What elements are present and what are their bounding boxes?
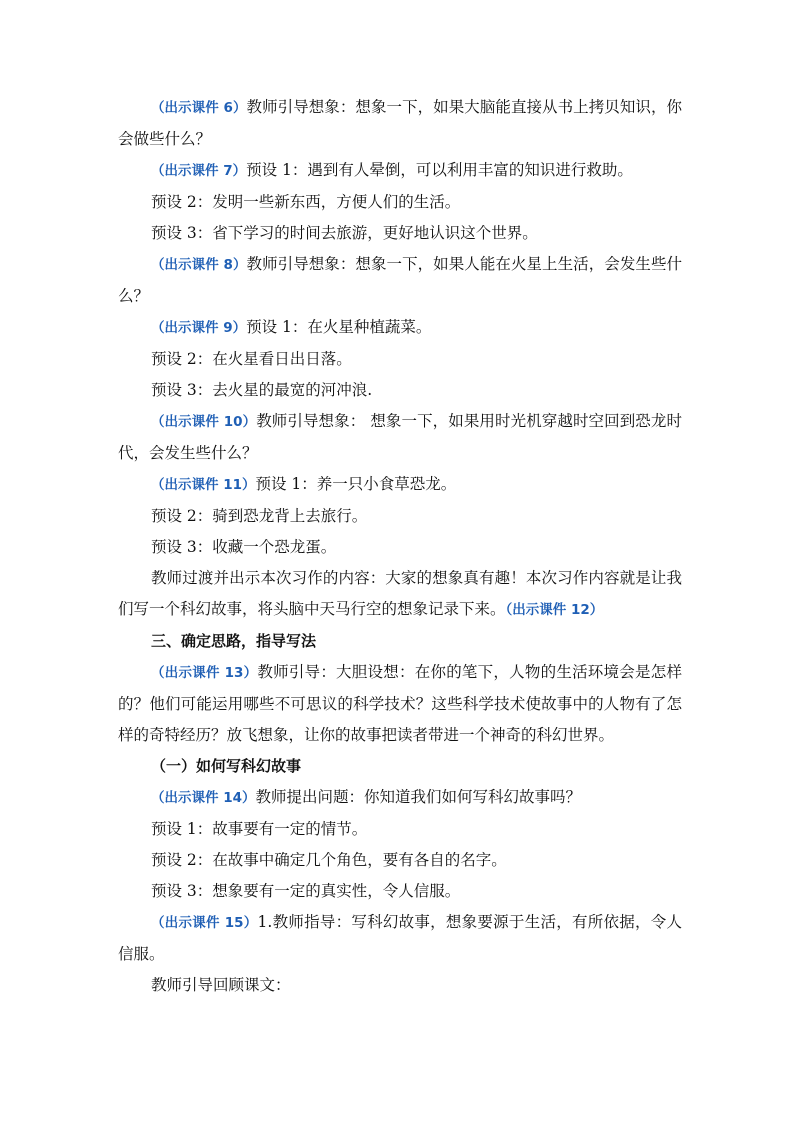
sub-heading: （一）如何写科幻故事 <box>151 757 302 775</box>
paragraph-text: 教师提出问题：你知道我们如何写科幻故事吗？ <box>255 788 582 806</box>
paragraph <box>118 92 682 155</box>
paragraph-text: 预设 1：在火星种植蔬菜。 <box>246 318 432 336</box>
courseware-cue: （出示课件 10） <box>151 414 257 430</box>
document-body <box>118 92 682 1001</box>
paragraph-text: 教师引导回顾课文： <box>151 976 291 994</box>
paragraph <box>118 782 682 814</box>
paragraph-text: 预设 3：去火星的最宽的河冲浪. <box>151 381 373 399</box>
courseware-cue: （出示课件 12） <box>505 602 604 618</box>
courseware-cue: （出示课件 15） <box>151 915 258 931</box>
paragraph-text: 预设 3：收藏一个恐龙蛋。 <box>151 538 337 556</box>
courseware-cue: （出示课件 14） <box>151 790 256 806</box>
paragraph-text: 教师引导：大胆设想：在你的笔下，人物的生活环境会是怎样的？他们可能运用哪些不可思议的科学技术？这些科学技术使故事中的人物有了怎样的奇特经历？放飞想象，让你的故事把读者带进一个神奇的科幻世界。 <box>118 663 682 744</box>
courseware-cue: （出示课件 11） <box>151 477 256 493</box>
paragraph <box>118 907 682 970</box>
paragraph <box>118 501 682 532</box>
paragraph <box>118 970 682 1001</box>
courseware-cue: （出示课件 9） <box>151 320 247 336</box>
paragraph-text: 预设 2：在火星看日出日落。 <box>151 350 352 368</box>
paragraph-text: 预设 1：故事要有一定的情节。 <box>151 820 368 838</box>
paragraph-text: 预设 2：在故事中确定几个角色，要有各自的名字。 <box>151 851 507 869</box>
transition-paragraph <box>118 563 682 626</box>
paragraph <box>118 187 682 218</box>
paragraph <box>118 375 682 406</box>
paragraph <box>118 218 682 249</box>
paragraph-text: 教师引导想象： 想象一下，如果用时光机穿越时空回到恐龙时代，会发生些什么？ <box>118 412 682 462</box>
paragraph <box>118 344 682 375</box>
paragraph-text: 教师引导想象：想象一下，如果大脑能直接从书上拷贝知识，你会做些什么？ <box>118 98 682 148</box>
courseware-cue: （出示课件 6） <box>151 100 247 116</box>
paragraph <box>118 845 682 876</box>
paragraph-text: 预设 1：养一只小食草恐龙。 <box>255 475 457 493</box>
paragraph-text: 教师引导想象：想象一下，如果人能在火星上生活，会发生些什么？ <box>118 255 682 305</box>
courseware-cue: （出示课件 13） <box>151 665 258 681</box>
paragraph <box>118 814 682 845</box>
courseware-cue: （出示课件 8） <box>151 257 247 273</box>
paragraph-text: 预设 1：遇到有人晕倒，可以利用丰富的知识进行救助。 <box>246 161 633 179</box>
paragraph <box>118 406 682 469</box>
paragraph <box>118 249 682 312</box>
paragraph-text: 预设 3：省下学习的时间去旅游，更好地认识这个世界。 <box>151 224 538 242</box>
paragraph-text: 预设 2：发明一些新东西，方便人们的生活。 <box>151 193 461 211</box>
paragraph <box>118 155 682 187</box>
paragraph-text: 预设 2：骑到恐龙背上去旅行。 <box>151 507 368 525</box>
paragraph-text: 预设 3：想象要有一定的真实性，令人信服。 <box>151 882 461 900</box>
paragraph <box>118 876 682 907</box>
section-heading: 三、确定思路，指导写法 <box>151 632 317 650</box>
paragraph <box>118 532 682 563</box>
courseware-cue: （出示课件 7） <box>151 163 247 179</box>
paragraph-text: 1.教师指导：写科幻故事，想象要源于生活，有所依据，令人信服。 <box>118 913 682 963</box>
paragraph <box>118 469 682 501</box>
paragraph <box>118 312 682 344</box>
paragraph-text: 教师过渡并出示本次习作的内容：大家的想象真有趣！本次习作内容就是让我们写一个科幻故事，将头脑中天马行空的想象记录下来。 <box>118 569 682 618</box>
guide-paragraph <box>118 657 682 751</box>
